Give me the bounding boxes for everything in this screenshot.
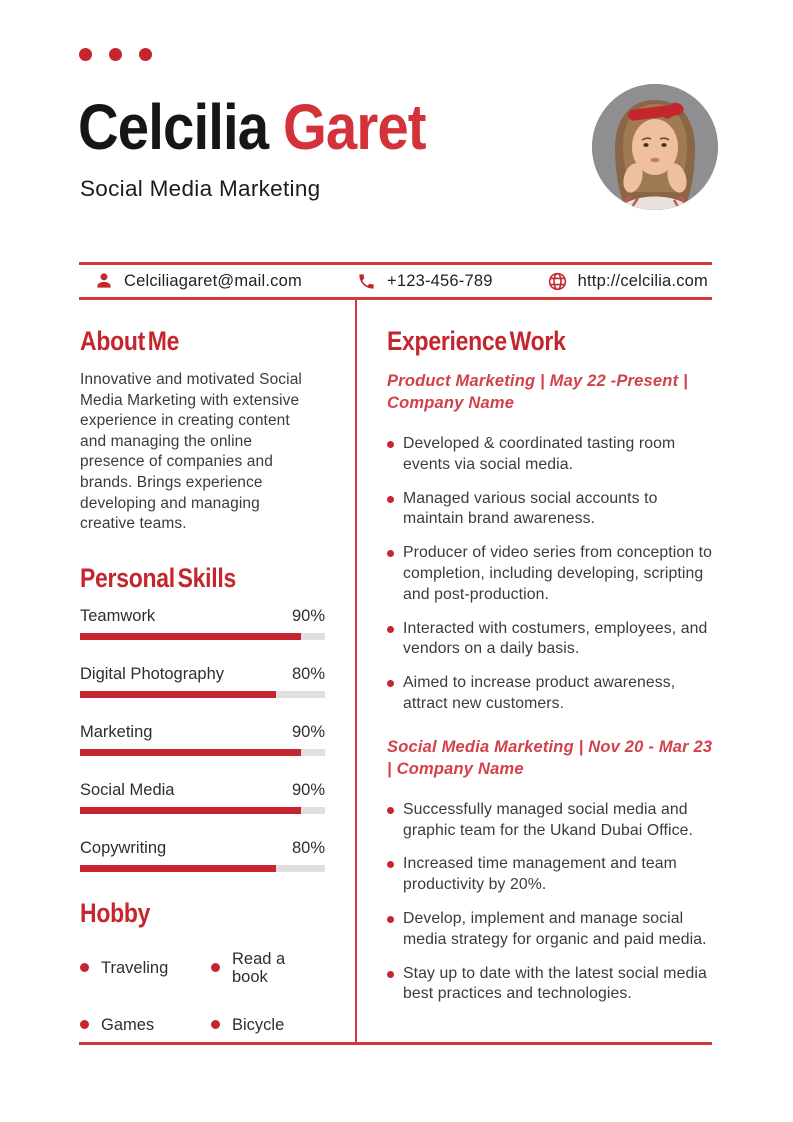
job-subtitle: Product Marketing | May 22 -Present | Company Name xyxy=(387,372,688,412)
hobby-label: Read a book xyxy=(232,949,286,986)
bullet-item xyxy=(387,800,713,842)
skill-label: Digital Photography xyxy=(80,664,225,683)
skills-list xyxy=(80,607,325,872)
skill-percent: 80% xyxy=(291,838,325,857)
about-section-title: About Me xyxy=(80,326,180,356)
skill-label: Teamwork xyxy=(80,606,156,625)
bullet-item xyxy=(387,854,713,896)
contact-phone xyxy=(356,271,493,292)
bullet-item xyxy=(387,543,713,605)
experience-section-title: Experience Work xyxy=(387,326,566,356)
bullet-text: Producer of video series from conception to completion, including developing, scripting and post-production. xyxy=(403,544,712,603)
bullet-text: Develop, implement and manage social media strategy for organic and paid media. xyxy=(403,909,707,948)
first-name: Celcilia xyxy=(78,91,269,163)
skill-bar-fill xyxy=(80,691,276,698)
skill-bar-track xyxy=(80,807,325,814)
skill-bar-track xyxy=(80,865,325,872)
skill-item xyxy=(80,781,325,814)
bullet-text: Interacted with costumers, employees, and vendors on a daily basis. xyxy=(403,619,708,658)
hobby-label: Traveling xyxy=(101,958,169,977)
skill-bar-fill xyxy=(80,749,301,756)
skill-bar-track xyxy=(80,691,325,698)
bullet-icon xyxy=(387,861,394,868)
skill-percent: 90% xyxy=(291,780,325,799)
bullet-text: Successfully managed social media and graphic team for the Ukand Dubai Office. xyxy=(403,800,693,839)
contact-email xyxy=(93,271,302,292)
skills-section-title: Personal Skills xyxy=(80,562,237,593)
phone-icon xyxy=(356,271,377,292)
bullet-item xyxy=(387,489,713,531)
skill-item xyxy=(80,665,325,698)
bullet-icon xyxy=(211,1020,220,1029)
hobby-list xyxy=(80,950,325,1034)
hobby-label: Games xyxy=(101,1015,155,1034)
skill-bar-fill xyxy=(80,865,276,872)
jobs-list xyxy=(387,370,713,1005)
bullet-icon xyxy=(387,441,394,448)
red-dot xyxy=(109,48,122,61)
job-bullet-list xyxy=(387,800,713,1005)
skill-percent: 90% xyxy=(291,606,325,625)
contact-bar xyxy=(79,262,712,300)
bullet-text: Aimed to increase product awareness, attract new customers. xyxy=(403,674,676,712)
globe-icon xyxy=(547,271,568,292)
job-subtitle: Social Media Marketing | Nov 20 - Mar 23 | Company Name xyxy=(387,737,713,778)
footer-divider xyxy=(79,1042,712,1045)
hobby-item xyxy=(80,950,211,986)
skill-item xyxy=(80,723,325,756)
website-text: http://celcilia.com xyxy=(577,271,708,290)
job-entry xyxy=(387,736,713,1005)
bullet-text: Increased time management and team productivity by 20%. xyxy=(403,855,677,894)
bullet-icon xyxy=(387,807,394,814)
email-text: Celciliagaret@mail.com xyxy=(124,271,302,290)
red-dot xyxy=(79,48,92,61)
bullet-item xyxy=(387,673,713,715)
column-divider xyxy=(355,300,357,1043)
skill-item xyxy=(80,839,325,872)
skill-label: Copywriting xyxy=(80,838,167,857)
skill-label: Social Media xyxy=(80,780,175,799)
skill-label: Marketing xyxy=(80,722,153,741)
bullet-icon xyxy=(387,550,394,557)
bullet-icon xyxy=(387,916,394,923)
skill-bar-fill xyxy=(80,807,301,814)
profile-photo-illustration xyxy=(592,84,718,210)
hobby-item xyxy=(211,1016,325,1034)
person-name xyxy=(78,91,473,163)
bullet-icon xyxy=(387,971,394,978)
skill-item xyxy=(80,607,325,640)
bullet-icon xyxy=(80,1020,89,1029)
bullet-icon xyxy=(387,680,394,687)
bullet-icon xyxy=(211,963,220,972)
skill-bar-track xyxy=(80,749,325,756)
red-dot xyxy=(139,48,152,61)
profile-photo xyxy=(592,84,718,210)
contact-website xyxy=(547,271,708,292)
last-name: Garet xyxy=(282,91,426,163)
job-entry xyxy=(387,370,713,715)
bullet-icon xyxy=(80,963,89,972)
person-icon xyxy=(93,271,114,292)
bullet-item xyxy=(387,964,713,1006)
bullet-text: Developed & coordinated tasting room events via social media. xyxy=(403,435,676,473)
bullet-text: Managed various social accounts to maintain brand awareness. xyxy=(403,489,658,528)
bullet-icon xyxy=(387,626,394,633)
hobby-item xyxy=(211,950,325,986)
bullet-item xyxy=(387,434,713,476)
hobby-section-title: Hobby xyxy=(80,897,151,928)
bullet-item xyxy=(387,909,713,951)
decoration-dots xyxy=(79,48,152,61)
bullet-text: Stay up to date with the latest social media best practices and technologies. xyxy=(403,964,707,1003)
skill-percent: 90% xyxy=(291,722,325,741)
skill-bar-fill xyxy=(80,633,301,640)
skill-bar-track xyxy=(80,633,325,640)
bullet-item xyxy=(387,619,713,661)
phone-text: +123-456-789 xyxy=(386,271,493,290)
bullet-icon xyxy=(387,496,394,503)
hobby-item xyxy=(80,1016,211,1034)
left-column xyxy=(80,326,325,1034)
hobby-label: Bicycle xyxy=(232,1015,285,1034)
profession-subtitle: Social Media Marketing xyxy=(80,176,321,201)
skill-percent: 80% xyxy=(291,664,325,683)
about-text: Innovative and motivated Social Media Marketing with extensive experience in creating content and managing the online presence of companies and brands. Brings experience developing and managing creative teams. xyxy=(80,371,302,533)
job-bullet-list xyxy=(387,434,713,715)
right-column xyxy=(387,326,713,1018)
